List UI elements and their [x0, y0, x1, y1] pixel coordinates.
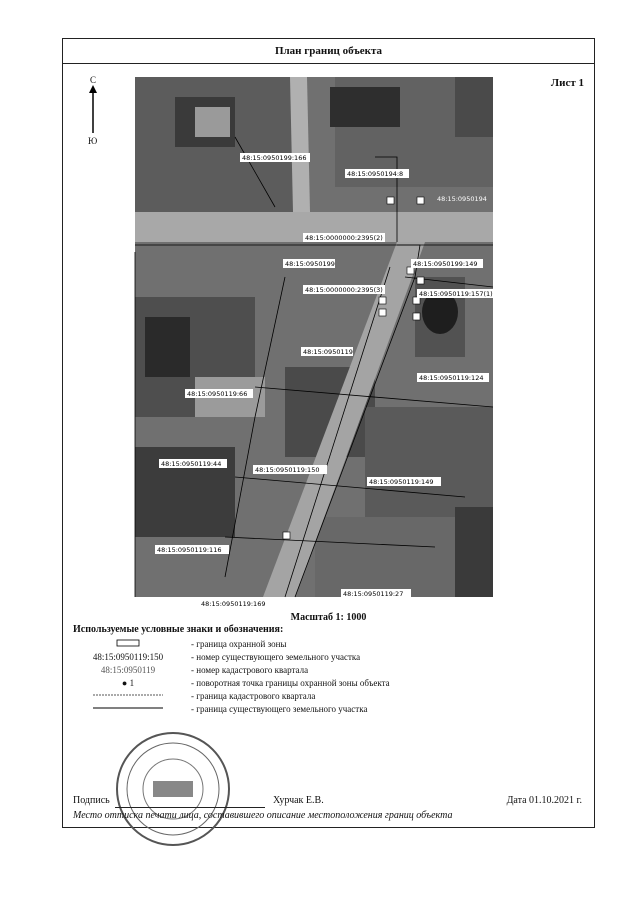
- legend-row-parcel-number: [73, 652, 573, 665]
- stamp-note: Место оттиска печати лица, составившего описание местоположения границ объекта: [73, 810, 453, 821]
- legend-desc-quarter-boundary: - граница кадастрового квартала: [191, 691, 316, 701]
- north-arrow-icon: [85, 85, 109, 135]
- turning-point-sample: 1: [129, 678, 135, 688]
- label-0950119-124: 48:15:0950119:124: [419, 374, 484, 382]
- label-0950119-66: 48:15:0950119:66: [187, 390, 248, 398]
- sheet-number: Лист 1: [550, 77, 584, 89]
- legend-desc-parcel-boundary: - граница существующего земельного участка: [191, 704, 368, 714]
- label-0950199: 48:15:0950199: [285, 260, 335, 268]
- legend-desc-parcel-number: - номер существующего земельного участка: [191, 652, 361, 662]
- zone-boundary-symbol: [73, 639, 183, 649]
- compass: [85, 75, 109, 147]
- map-scale: Масштаб 1: 1000: [290, 612, 367, 623]
- turning-point-symbol: ● 1: [121, 678, 135, 688]
- page-title: План границ объекта: [63, 39, 594, 64]
- legend: [73, 639, 573, 717]
- label-0950119-44: 48:15:0950119:44: [161, 460, 222, 468]
- signature-label: Подпись: [73, 795, 110, 806]
- surveyor-name: Хурчак Е.В.: [273, 795, 324, 806]
- legend-desc-quarter-number: - номер кадастрового квартала: [191, 665, 309, 675]
- label-0950119-169: 48:15:0950119:169: [201, 600, 266, 608]
- legend-row-turning-point: [73, 678, 573, 691]
- label-0950194-8: 48:15:0950194:8: [347, 170, 404, 178]
- legend-row-parcel-boundary: [73, 704, 573, 717]
- legend-row-zone: [73, 639, 573, 652]
- label-0950199-149: 48:15:0950199:149: [413, 260, 478, 268]
- label-0950119: 48:15:0950119: [303, 348, 353, 356]
- quarter-boundary-symbol: [73, 691, 183, 701]
- label-0000000-2395-3: 48:15:0000000:2395(3): [305, 286, 383, 294]
- label-0000000-2395-2: 48:15:0000000:2395(2): [305, 234, 383, 242]
- legend-row-quarter-number: [73, 665, 573, 678]
- label-0950119-157-1: 48:15:0950119:157(1): [419, 290, 493, 298]
- label-0950119-149: 48:15:0950119:149: [369, 478, 434, 486]
- map-canvas: [135, 77, 493, 608]
- quarter-number-sample: 48:15:0950119: [100, 665, 156, 675]
- signature-line: [115, 807, 265, 808]
- south-label: Ю: [88, 136, 98, 146]
- legend-desc-turning-point: - поворотная точка границы охранной зоны объекта: [191, 678, 390, 688]
- label-0950119-116: 48:15:0950119:116: [157, 546, 222, 554]
- label-0950194: 48:15:0950194: [437, 195, 487, 203]
- legend-heading: Используемые условные знаки и обозначения:: [73, 624, 284, 635]
- legend-row-quarter-boundary: [73, 691, 573, 704]
- seal-stamp: [113, 729, 233, 849]
- document-date: Дата 01.10.2021 г.: [506, 795, 582, 806]
- legend-desc-zone: - граница охранной зоны: [191, 639, 287, 649]
- label-0950199-166: 48:15:0950199:166: [242, 154, 307, 162]
- plan-sheet: [62, 38, 595, 828]
- parcel-number-sample: 48:15:0950119:150: [92, 652, 164, 662]
- north-label: С: [90, 75, 97, 85]
- aerial-map: [135, 77, 493, 608]
- label-0950119-150: 48:15:0950119:150: [255, 466, 320, 474]
- label-0950119-27: 48:15:0950119:27: [343, 590, 404, 598]
- parcel-boundary-symbol: [73, 704, 183, 714]
